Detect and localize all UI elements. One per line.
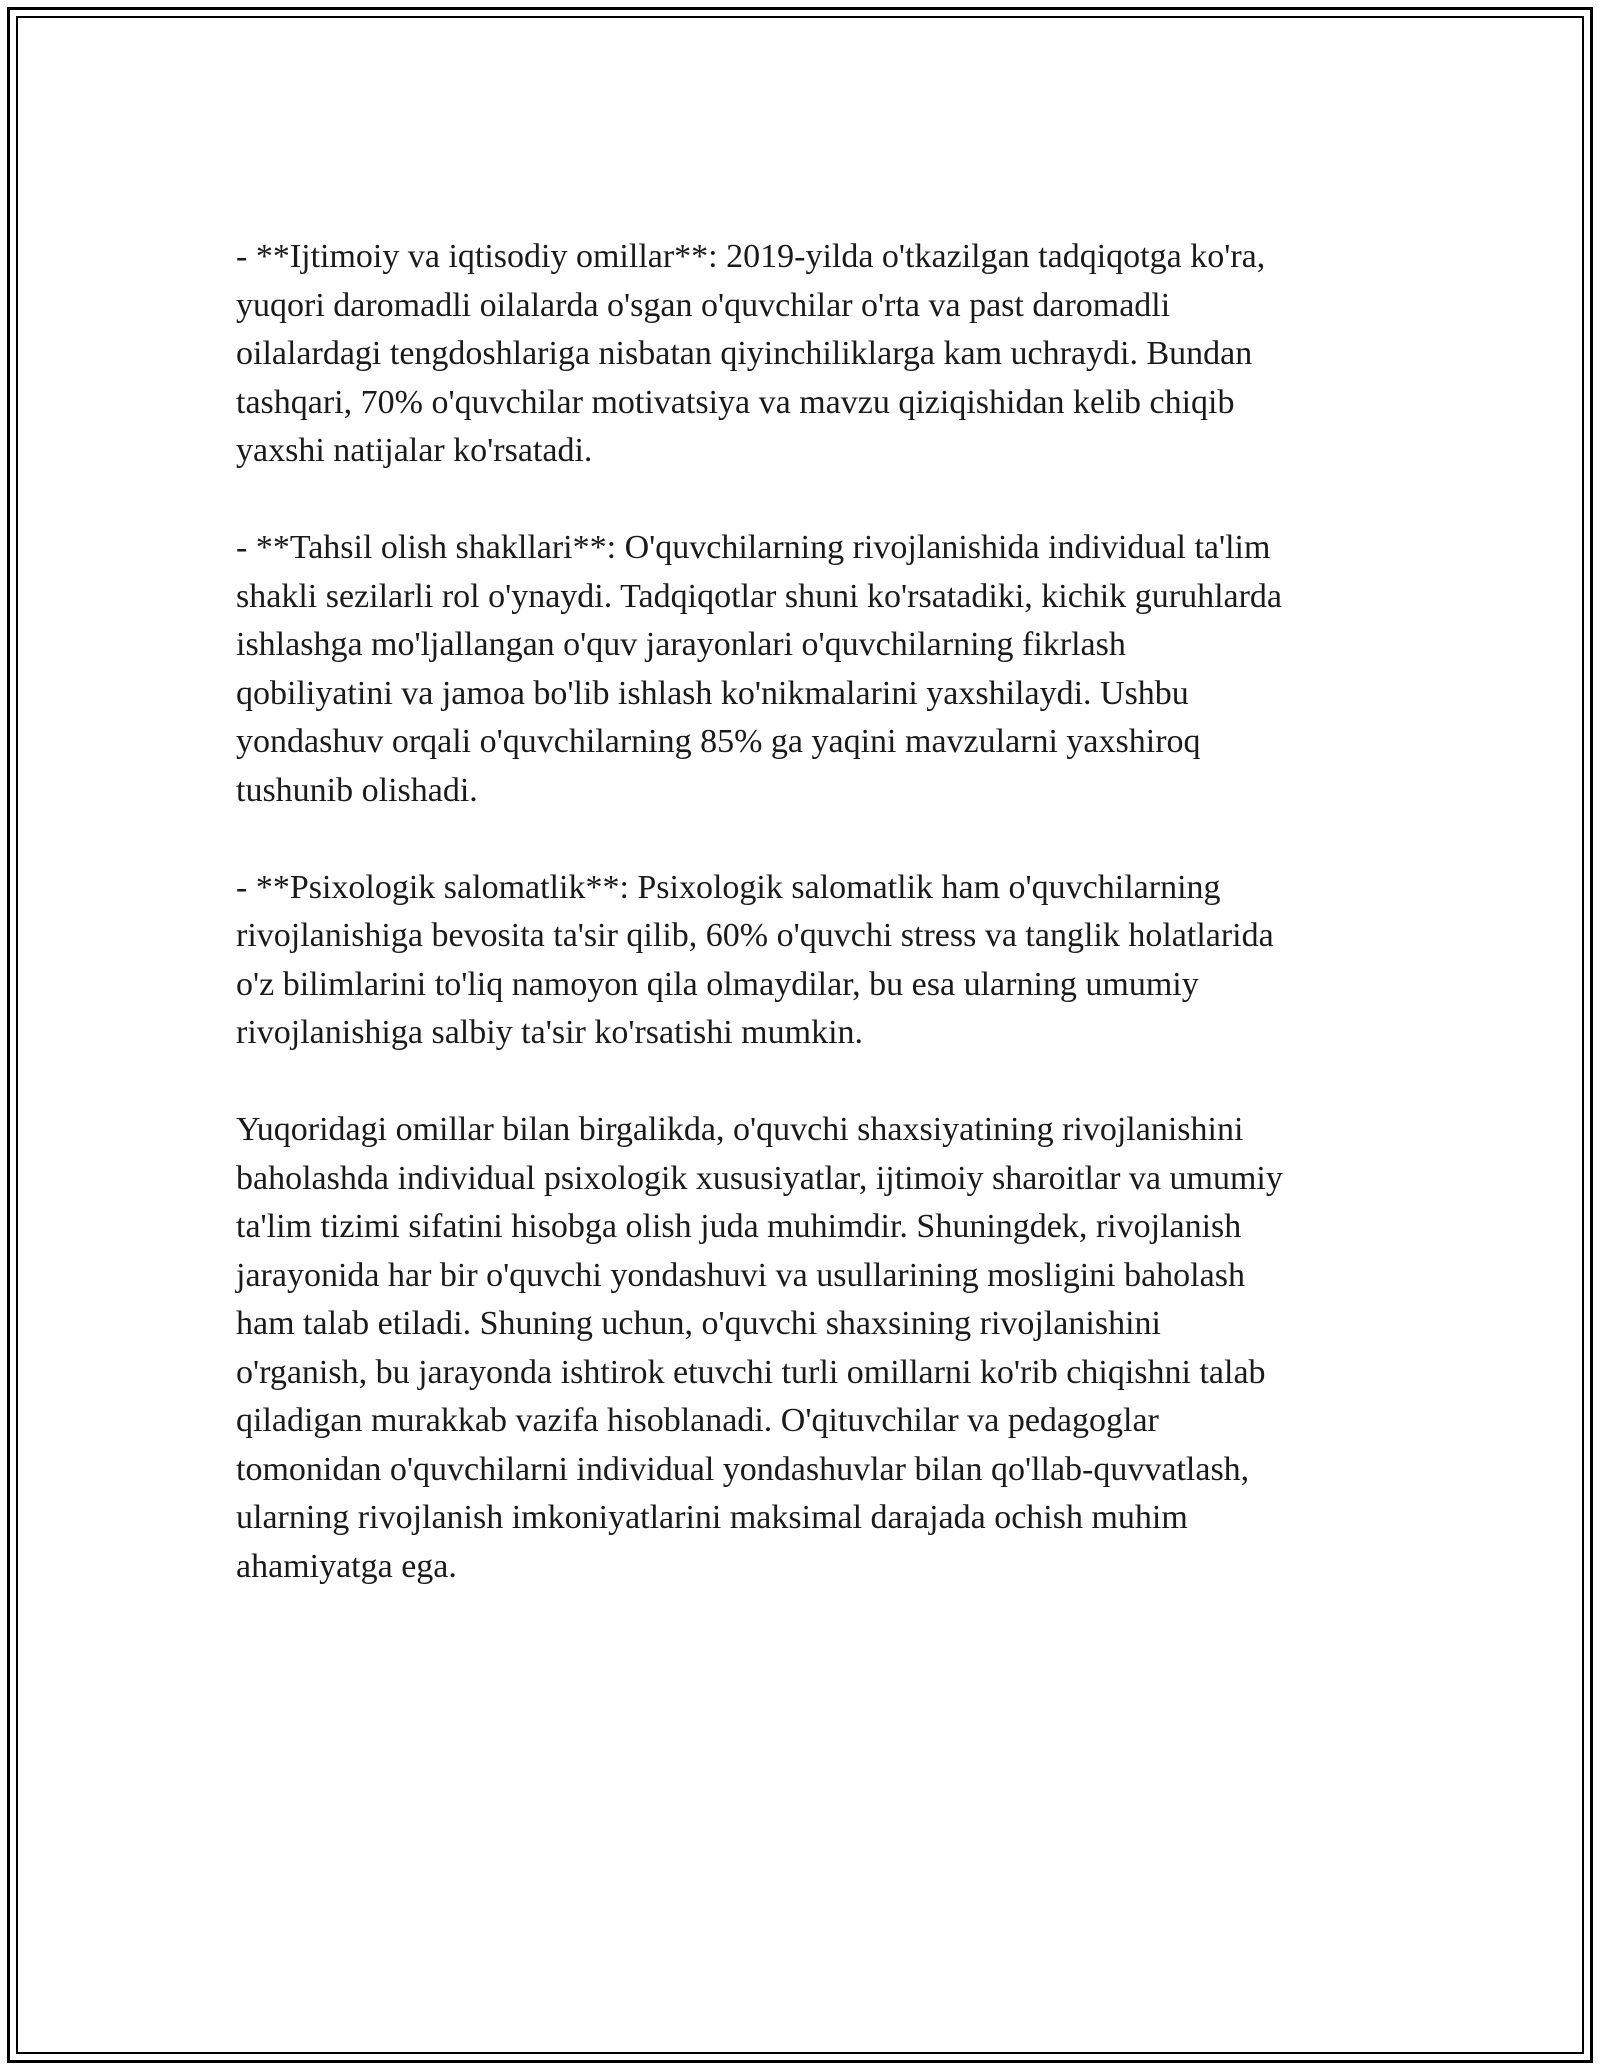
document-body <box>236 233 1386 1591</box>
paragraph-learning-forms: - **Tahsil olish shakllari**: O'quvchilarning rivojlanishida individual ta'lim shakli sezilarli rol o'ynaydi. Tadqiqotlar shuni ko'rsatadiki, kichik guruhlarda ishlashga mo'ljallangan o'quv jarayonlari o'quvchilarning fikrlash qobiliyatini va jamoa bo'lib ishlash ko'nikmalarini yaxshilaydi. Ushbu yondashuv orqali o'quvchilarning 85% ga yaqini mavzularni yaxshiroq tushunib olishadi. <box>236 529 1283 809</box>
paragraph-social-economic-factors: - **Ijtimoiy va iqtisodiy omillar**: 2019-yilda o'tkazilgan tadqiqotga ko'ra, yuqori daromadli oilalarda o'sgan o'quvchilar o'rta va past daromadli oilalardagi tengdoshlariga nisbatan qiyinchiliklarga kam uchraydi. Bundan tashqari, 70% o'quvchilar motivatsiya va mavzu qiziqishidan kelib chiqib yaxshi natijalar ko'rsatadi. <box>236 238 1266 469</box>
paragraph-conclusion: Yuqoridagi omillar bilan birgalikda, o'quvchi shaxsiyatining rivojlanishini baholashda individual psixologik xususiyatlar, ijtimoiy sharoitlar va umumiy ta'lim tizimi sifatini hisobga olish juda muhimdir. Shuningdek, rivojlanish jarayonida har bir o'quvchi yondashuvi va usullarining mosligini baholash ham talab etiladi. Shuning uchun, o'quvchi shaxsining rivojlanishini o'rganish, bu jarayonda ishtirok etuvchi turli omillarni ko'rib chiqishni talab qiladigan murakkab vazifa hisoblanadi. O'qituvchilar va pedagoglar tomonidan o'quvchilarni individual yondashuvlar bilan qo'llab-quvvatlash, ularning rivojlanish imkoniyatlarini maksimal darajada ochish muhim ahamiyatga ega. <box>236 1111 1283 1585</box>
paragraph-psychological-health: - **Psixologik salomatlik**: Psixologik salomatlik ham o'quvchilarning rivojlanishiga bevosita ta'sir qilib, 60% o'quvchi stress va tanglik holatlarida o'z bilimlarini to'liq namoyon qila olmaydilar, bu esa ularning umumiy rivojlanishiga salbiy ta'sir ko'rsatishi mumkin. <box>236 868 1274 1051</box>
